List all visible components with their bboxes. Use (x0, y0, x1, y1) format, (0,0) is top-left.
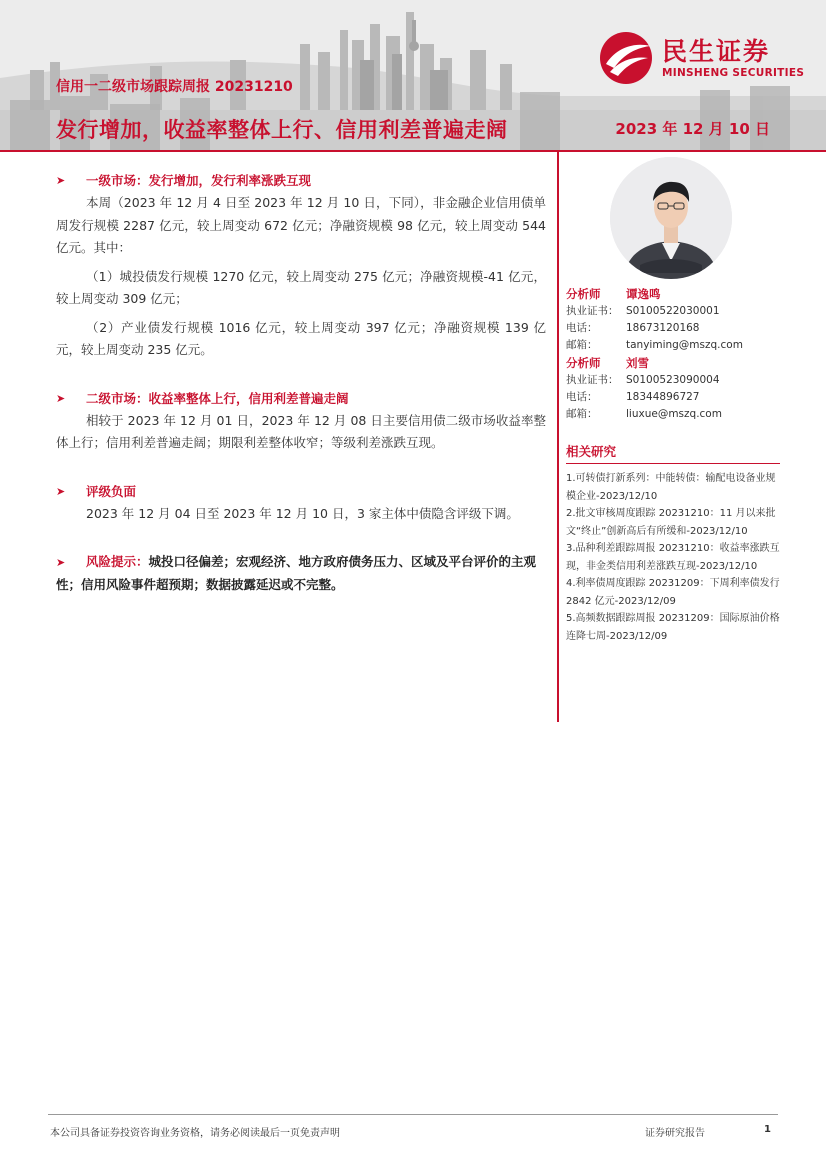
analyst-field (566, 372, 780, 389)
summary-body (56, 170, 546, 596)
related-research-item[interactable]: 4.利率债周度跟踪 20231209：下周利率债发行 2842 亿元-2023/12/09 (566, 578, 780, 607)
analyst-role: 分析师 (566, 356, 601, 370)
paragraph: 2023 年 12 月 04 日至 2023 年 12 月 10 日，3 家主体中债隐含评级下调。 (86, 505, 519, 521)
bullet-arrow-icon: ➤ (56, 174, 66, 187)
field-label: 电话： (566, 391, 598, 403)
footer-divider (48, 1114, 778, 1115)
analyst-portrait-image (610, 157, 732, 279)
risk-label: 风险提示： (86, 554, 149, 569)
analyst-field (566, 320, 780, 337)
section-secondary-market (56, 388, 546, 455)
risk-text: 城投口径偏差；宏观经济、地方政府债务压力、区域及平台评价的主观性；信用风险事件超预期；数据披露延迟或不完整。 (56, 554, 537, 592)
email-link[interactable]: tanyiming@mszq.com (626, 339, 743, 351)
footer-doc-type: 证券研究报告 (645, 1128, 705, 1139)
analyst-field (566, 406, 780, 423)
paragraph: （1）城投债发行规模 1270 亿元，较上周变动 275 亿元；净融资规模-41 亿元，较上周变动 309 亿元； (56, 268, 546, 306)
header-divider (0, 150, 826, 152)
analyst-name-row (566, 354, 780, 372)
bullet-arrow-icon: ➤ (56, 391, 66, 405)
paragraph: 相较于 2023 年 12 月 01 日，2023 年 12 月 08 日主要信用债二级市场收益率整体上行；信用利差普遍走阔；期限利差整体收窄；等级利差涨跌互现。 (56, 412, 546, 450)
report-series-title: 信用一二级市场跟踪周报 20231210 (56, 79, 293, 95)
section-primary-market (56, 170, 546, 362)
page-number: 1 (764, 1124, 771, 1135)
license-number: S0100522030001 (626, 305, 720, 317)
minsheng-emblem-icon (598, 30, 656, 86)
related-research-title: 相关研究 (566, 442, 780, 464)
field-label: 邮箱： (566, 408, 598, 420)
analyst-field (566, 303, 780, 320)
related-research-item[interactable]: 2.批文审核周度跟踪 20231210：11 月以来批文“终止”创新高后有所缓和-2023/12/10 (566, 508, 776, 537)
paragraph: （2）产业债发行规模 1016 亿元，较上周变动 397 亿元；净融资规模 139 亿元，较上周变动 235 亿元。 (56, 319, 546, 357)
license-number: S0100523090004 (626, 374, 720, 386)
phone-number: 18344896727 (626, 391, 700, 403)
section-title: 一级市场：发行增加，发行利率涨跌互现 (86, 173, 312, 188)
analyst-field (566, 337, 780, 354)
section-title: 评级负面 (86, 483, 137, 499)
analyst-field (566, 389, 780, 406)
email-link[interactable]: liuxue@mszq.com (626, 408, 722, 420)
field-label: 执业证书： (566, 374, 619, 386)
report-date: 2023 年 12 月 10 日 (615, 120, 770, 138)
header-banner (0, 0, 826, 152)
analyst-list (566, 285, 780, 423)
phone-number: 18673120168 (626, 322, 700, 334)
bullet-arrow-icon: ➤ (56, 556, 66, 569)
bullet-arrow-icon: ➤ (56, 484, 66, 498)
field-label: 邮箱： (566, 339, 598, 351)
related-research-item[interactable]: 1.可转债打新系列：中能转债：输配电设备业规模企业-2023/12/10 (566, 473, 776, 502)
report-title: 发行增加，收益率整体上行、信用利差普遍走阔 (56, 118, 508, 142)
risk-warning (56, 551, 546, 596)
field-label: 执业证书： (566, 305, 619, 317)
logo-english-name: MINSHENG SECURITIES (662, 67, 805, 79)
section-rating-negative (56, 481, 546, 526)
paragraph: 本周（2023 年 12 月 4 日至 2023 年 12 月 10 日，下同），非金融企业信用债单周发行规模 2287 亿元，较上周变动 672 亿元；净融资规模 98 亿元，较上周变动 544 亿元。其中： (56, 195, 546, 255)
minsheng-logo (598, 30, 808, 86)
column-divider (557, 152, 559, 722)
field-label: 电话： (566, 322, 598, 334)
analyst-name: 刘雪 (626, 356, 649, 370)
analyst-name: 谭逸鸣 (626, 287, 661, 301)
related-research-item[interactable]: 5.高频数据跟踪周报 20231209：国际原油价格连降七周-2023/12/09 (566, 613, 780, 642)
footer-disclaimer: 本公司具备证券投资咨询业务资格，请务必阅读最后一页免责声明 (50, 1128, 340, 1139)
analyst-name-row (566, 285, 780, 303)
logo-chinese-name: 民生证券 (662, 37, 771, 66)
related-research-item[interactable]: 3.品种利差跟踪周报 20231210：收益率涨跌互现，非金类信用利差涨跌互现-2023/12/10 (566, 543, 780, 572)
related-research (566, 442, 780, 645)
analyst-photo (610, 157, 732, 279)
analyst-role: 分析师 (566, 287, 601, 301)
section-title: 二级市场：收益率整体上行，信用利差普遍走阔 (86, 390, 349, 406)
